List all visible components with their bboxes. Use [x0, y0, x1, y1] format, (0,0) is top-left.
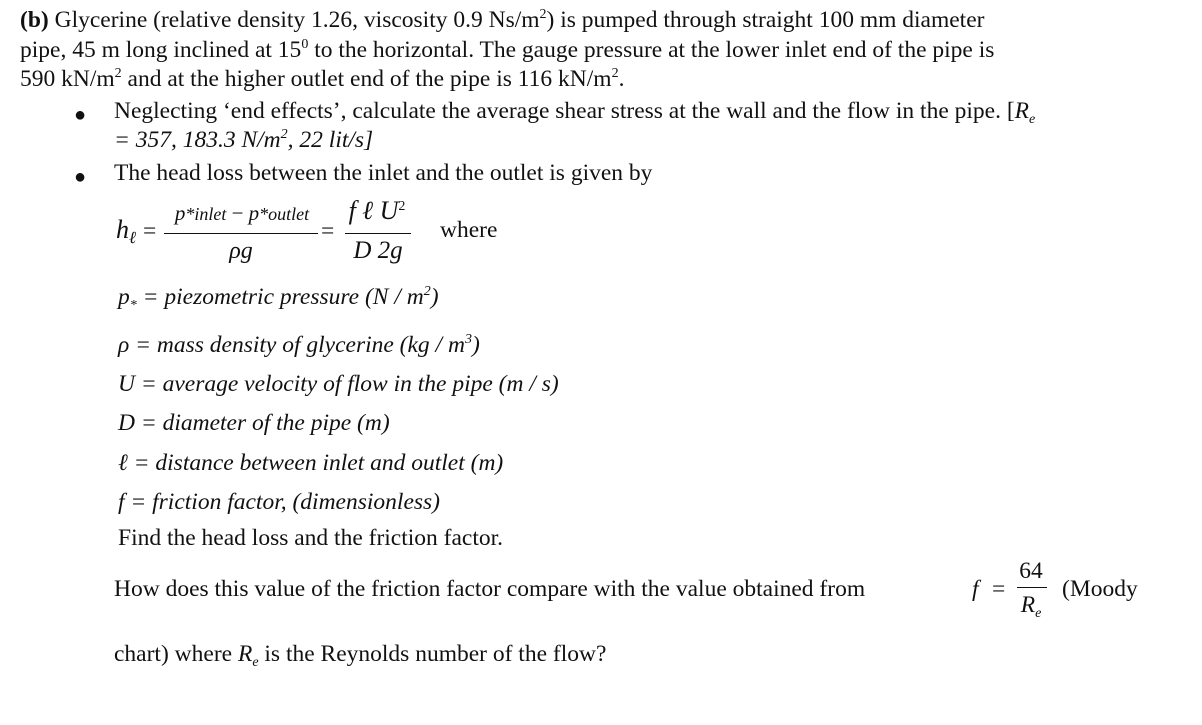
subscript: e	[252, 655, 259, 670]
reynolds-symbol: R	[1014, 98, 1030, 124]
reynolds-symbol: R	[1020, 592, 1036, 618]
problem-line-1-text: Glycerine (relative density 1.26, viscosity 0.9 Ns/m	[54, 7, 540, 33]
problem-line-3-mid: and at the higher outlet end of the pipe is 116 kN/m	[121, 66, 612, 92]
superscript: 2	[423, 284, 431, 299]
problem-line-2	[20, 36, 994, 65]
question-2-text: How does this value of the friction factor compare with the value obtained from	[114, 576, 866, 602]
fraction-2-numerator	[342, 196, 412, 226]
superscript: 2	[280, 127, 288, 142]
reynolds-symbol: R	[237, 641, 253, 667]
fraction-2-denominator: D 2g	[353, 237, 403, 264]
problem-line-1	[20, 6, 984, 35]
definition-text: = piezometric pressure (N / m	[136, 284, 424, 310]
question-3-text: chart) where	[114, 641, 238, 667]
period: .	[618, 66, 625, 92]
star-subscript: *	[129, 298, 137, 313]
problem-line-2-text: pipe, 45 m long inclined at 15	[20, 37, 302, 63]
bullet-icon: ●	[74, 166, 87, 188]
equals-sign-3: =	[992, 576, 1006, 602]
question-3	[114, 641, 606, 668]
moody-text: (Moody	[1062, 576, 1138, 602]
bullet-1-line-2	[114, 127, 373, 154]
outlet-subscript: *outlet	[259, 204, 310, 224]
definition-density	[118, 332, 480, 359]
equals-sign: =	[143, 218, 157, 244]
where-text: where	[440, 217, 498, 243]
fraction-1-numerator	[164, 201, 320, 226]
fraction-1-denominator: ρg	[229, 238, 253, 264]
problem-label: (b)	[20, 7, 49, 33]
fraction-64-denominator	[1014, 592, 1048, 619]
paren: )	[430, 284, 439, 310]
bullet-1-text: Neglecting ‘end effects’, calculate the average shear stress at the wall and the flow in the pipe. [	[114, 98, 1015, 124]
fraction-2-bar	[345, 233, 411, 234]
head-loss-symbol	[116, 215, 136, 245]
subscript: e	[1029, 112, 1036, 127]
question-1: Find the head loss and the friction factor.	[118, 525, 504, 551]
problem-line-3	[20, 65, 624, 94]
problem-line-2-tail: to the horizontal. The gauge pressure at the lower inlet end of the pipe is	[308, 37, 995, 63]
answer-tail: , 22 lit/s]	[287, 127, 374, 153]
degree-superscript: 0	[301, 37, 309, 52]
equals-sign-2: =	[321, 218, 335, 244]
subscript: e	[1035, 606, 1042, 621]
bullet-1-line-1	[114, 98, 1035, 125]
problem-line-3-text: 590 kN/m	[20, 66, 115, 92]
p-symbol: p	[174, 201, 186, 225]
answer-text: = 357, 183.3 N/m	[114, 127, 281, 153]
p-symbol: p	[118, 284, 130, 310]
definition-diameter: D = diameter of the pipe (m)	[118, 410, 390, 436]
friction-symbol: f	[972, 576, 979, 602]
bullet-2-text: The head loss between the inlet and the outlet is given by	[114, 160, 653, 186]
superscript: 3	[464, 332, 472, 347]
f-ell-U: f ℓ U	[348, 196, 399, 225]
fraction-1-bar	[164, 233, 318, 234]
inlet-subscript: *inlet	[185, 204, 227, 224]
superscript: 2	[114, 66, 122, 81]
fraction-64-bar	[1017, 587, 1047, 588]
definition-text: ρ = mass density of glycerine (kg / m	[118, 332, 465, 358]
paren: )	[471, 332, 480, 358]
question-3-tail: is the Reynolds number of the flow?	[258, 641, 607, 667]
fraction-64-numerator: 64	[1019, 558, 1043, 584]
definition-piezometric	[118, 284, 439, 311]
superscript: 2	[398, 199, 406, 214]
bullet-icon: ●	[74, 104, 87, 126]
definition-friction: f = friction factor, (dimensionless)	[118, 489, 440, 515]
definition-distance: ℓ = distance between inlet and outlet (m)	[118, 450, 504, 476]
problem-line-1-tail: ) is pumped through straight 100 mm diameter	[546, 7, 985, 33]
superscript: 2	[611, 66, 619, 81]
superscript: 2	[539, 7, 547, 22]
ell-subscript: ℓ	[129, 228, 137, 247]
h-symbol: h	[116, 215, 129, 244]
definition-velocity: U = average velocity of flow in the pipe (m / s)	[118, 371, 559, 397]
minus-sign: −	[226, 201, 249, 225]
p-symbol: p	[248, 201, 260, 225]
